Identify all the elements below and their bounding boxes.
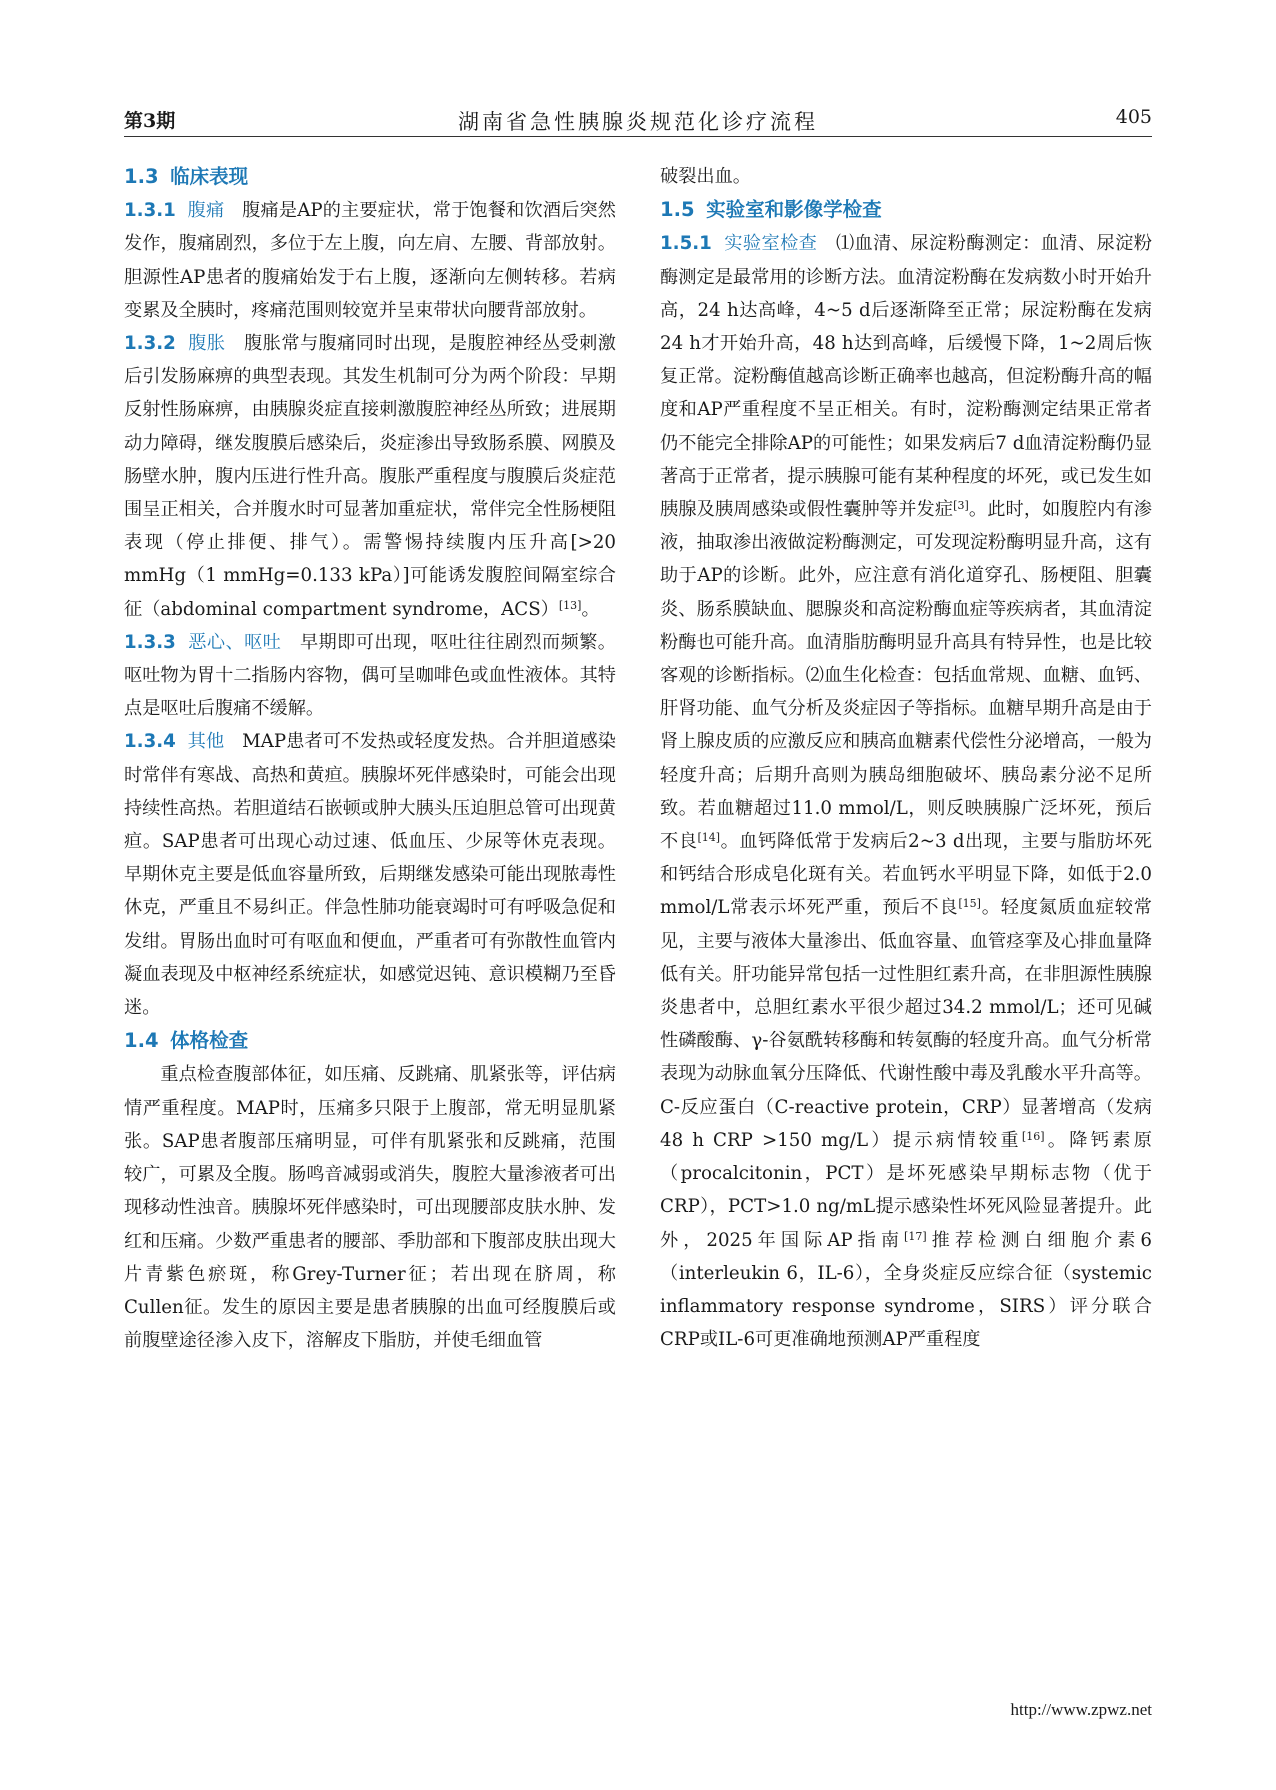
paragraph-text: ⑴血清、尿淀粉酶测定：血清、尿淀粉酶测定是最常用的诊断方法。血清淀粉酶在发病数小时开始升高，24 h达高峰，4~5 d后逐渐降至正常；尿淀粉酶在发病24 h才开始升高，48 h达到高峰，后缓慢下降，1~2周后恢复正常。淀粉酶值越高诊断正确率也越高，但淀粉酶升高的幅度和AP严重程度不呈正相关。有时，淀粉酶测定结果正常者仍不能完全排除AP的可能性；如果发病后7 d血清淀粉酶仍显著高于正常者，提示胰腺可能有某种程度的坏死，或已发生如胰腺及胰周感染或假性囊肿等并发症 <box>660 233 1152 521</box>
citation[interactable]: [15] <box>958 897 981 911</box>
running-header <box>0 96 1276 136</box>
paragraph-1-3-3 <box>124 626 616 726</box>
subsection-number: 1.3.2 <box>124 333 176 355</box>
journal-title: 湖南省急性胰腺炎规范化诊疗流程 <box>458 110 818 134</box>
citation[interactable]: [13] <box>558 598 582 612</box>
paragraph-1-3-2: 1.3.2 腹胀 腹胀常与腹痛同时出现，是腹腔神经丛受刺激后引发肠麻痹的典型表现。其发生机制可分为两个阶段：早期反射性肠麻痹，由胰腺炎症直接刺激腹腔神经丛所致；进展期动力障碍，继发腹膜后感染后，炎症渗出导致肠系膜、网膜及肠壁水肿，腹内压进行性升高。腹胀严重程度与腹膜后炎症范围呈正相关，合并腹水时可显著加重症状，常伴完全性肠梗阻表现（停止排便、排气）。需警惕持续腹内压升高[>20 mmHg（1 mmHg=0.133 kPa）]可能诱发腹腔间隔室综合征（abdominal compartment syndrome，ACS）[13]。 <box>124 333 616 620</box>
paragraph-1-5-1 <box>660 227 1152 1356</box>
subsection-title: 腹痛 <box>187 200 225 222</box>
section-number: 1.4 <box>124 1029 159 1053</box>
paragraph-1-4: 重点检查腹部体征，如压痛、反跳痛、肌紧张等，评估病情严重程度。MAP时，压痛多只限于上腹部，常无明显肌紧张。SAP患者腹部压痛明显，可伴有肌紧张和反跳痛，范围较广，可累及全腹。肠鸣音减弱或消失，腹腔大量渗液者可出现移动性浊音。胰腺坏死伴感染时，可出现腰部皮肤水肿、发红和压痛。少数严重患者的腰部、季肋部和下腹部皮肤出现大片青紫色瘀斑，称Grey-Turner征；若出现在脐周，称Cullen征。发生的原因主要是患者胰腺的出血可经腹膜后或前腹壁途径渗入皮下，溶解皮下脂肪，并使毛细血管 <box>124 1064 616 1352</box>
subsection-number: 1.5.1 <box>660 233 712 255</box>
section-heading-1-3 <box>124 160 616 194</box>
footer-url[interactable]: http://www.zpwz.net <box>1010 1700 1152 1719</box>
citation[interactable]: [17] <box>904 1229 927 1243</box>
issue-number: 第3期 <box>124 110 176 132</box>
header-rule <box>124 136 1152 137</box>
page-number: 405 <box>1115 106 1152 128</box>
citation[interactable]: [16] <box>1021 1129 1045 1143</box>
subsection-title: 其他 <box>187 731 225 753</box>
section-title: 实验室和影像学检查 <box>706 198 882 222</box>
section-heading-1-5 <box>660 193 1152 227</box>
section-number: 1.5 <box>660 198 695 222</box>
subsection-title: 恶心、呕吐 <box>188 631 282 653</box>
paragraph-1-3-4 <box>124 725 616 1024</box>
paragraph-text: 。轻度氮质血症较常见，主要与液体大量渗出、低血容量、血管痉挛及心排血量降低有关。肝功能异常包括一过性胆红素升高，在非胆源性胰腺炎患者中，总胆红素水平很少超过34.2 mmol/L；还可见碱性磷酸酶、γ-谷氨酰转移酶和转氨酶的轻度升高。血气分析常表现为动脉血氧分压降低、代谢性酸中毒及乳酸水平升高等。C-反应蛋白（C-reactive protein，CRP）显著增高（发病48 h CRP >150 mg/L）提示病情较重 <box>660 897 1152 1151</box>
subsection-title: 实验室检查 <box>724 233 818 255</box>
paragraph-text: 。此时，如腹腔内有渗液，抽取渗出液做淀粉酶测定，可发现淀粉酶明显升高，这有助于AP的诊断。此外，应注意有消化道穿孔、肠梗阻、胆囊炎、肠系膜缺血、腮腺炎和高淀粉酶血症等疾病者，其血清淀粉酶也可能升高。血清脂肪酶明显升高具有特异性，也是比较客观的诊断指标。⑵血生化检查：包括血常规、血糖、血钙、肝肾功能、血气分析及炎症因子等指标。血糖早期升高是由于肾上腺皮质的应激反应和胰高血糖素代偿性分泌增高，一般为轻度升高；后期升高则为胰岛细胞破坏、胰岛素分泌不足所致。若血糖超过11.0 mmol/L，则反映胰腺广泛坏死，预后不良 <box>660 499 1152 853</box>
right-column <box>660 160 1152 1356</box>
section-heading-1-4 <box>124 1024 616 1058</box>
section-title: 临床表现 <box>170 165 249 188</box>
paragraph-text: MAP患者可不发热或轻度发热。合并胆道感染时常伴有寒战、高热和黄疸。胰腺坏死伴感染时，可能会出现持续性高热。若胆道结石嵌顿或肿大胰头压迫胆总管可出现黄疸。SAP患者可出现心动过速、低血压、少尿等休克表现。早期休克主要是低血容量所致，后期继发感染可能出现脓毒性休克，严重且不易纠正。伴急性肺功能衰竭时可有呼吸急促和发绀。胃肠出血时可有呕血和便血，严重者可有弥散性血管内凝血表现及中枢神经系统症状，如感觉迟钝、意识模糊乃至昏迷。 <box>124 731 616 1019</box>
paragraph-text: 。血钙降低常于发病后2~3 d出现，主要与脂肪坏死和钙结合形成皂化斑有关。若血钙水平明显下降，如低于2.0 mmol/L常表示坏死严重，预后不良 <box>660 831 1152 919</box>
paragraph-text: 推荐检测白细胞介素6（interleukin 6，IL-6），全身炎症反应综合征（systemic inflammatory response syndrome，SIRS）评分联合CRP或IL-6可更准确地预测AP严重程度 <box>660 1229 1152 1351</box>
paragraph-1-3-1 <box>124 194 616 327</box>
citation[interactable]: [14] <box>697 831 721 845</box>
paragraph-text: 腹胀常与腹痛同时出现，是腹腔神经丛受刺激后引发肠麻痹的典型表现。其发生机制可分为两个阶段：早期反射性肠麻痹，由胰腺炎症直接刺激腹腔神经丛所致；进展期动力障碍，继发腹膜后感染后，炎症渗出导致肠系膜、网膜及肠壁水肿，腹内压进行性升高。腹胀严重程度与腹膜后炎症范围呈正相关，合并腹水时可显著加重症状，常伴完全性肠梗阻表现（停止排便、排气）。需警惕持续腹内压升高[>20 mmHg（1 mmHg=0.133 kPa）]可能诱发腹腔间隔室综合征（abdominal compartment syndrome，ACS） <box>124 333 616 620</box>
paragraph-text: 腹痛是AP的主要症状，常于饱餐和饮酒后突然发作，腹痛剧烈，多位于左上腹，向左肩、左腰、背部放射。胆源性AP患者的腹痛始发于右上腹，逐渐向左侧转移。若病变累及全胰时，疼痛范围则较宽并呈束带状向腰背部放射。 <box>124 200 616 321</box>
section-number: 1.3 <box>124 165 159 188</box>
section-title: 体格检查 <box>170 1029 249 1053</box>
subsection-number: 1.3.4 <box>124 731 176 753</box>
paragraph-text: 早期即可出现，呕吐往往剧烈而频繁。呕吐物为胃十二指肠内容物，偶可呈咖啡色或血性液体。其特点是呕吐后腹痛不缓解。 <box>124 631 616 720</box>
citation[interactable]: [3] <box>953 499 969 513</box>
subsection-number: 1.3.1 <box>124 200 176 222</box>
paragraph-text: 。降钙素原（procalcitonin，PCT）是坏死感染早期标志物（优于CRP），PCT>1.0 ng/mL提示感染性坏死风险显著提升。此外，2025年国际AP指南 <box>660 1129 1152 1251</box>
subsection-title: 腹胀 <box>188 333 226 355</box>
left-column <box>124 160 616 1357</box>
paragraph-continued: 破裂出血。 <box>660 166 751 187</box>
subsection-number: 1.3.3 <box>124 631 176 653</box>
